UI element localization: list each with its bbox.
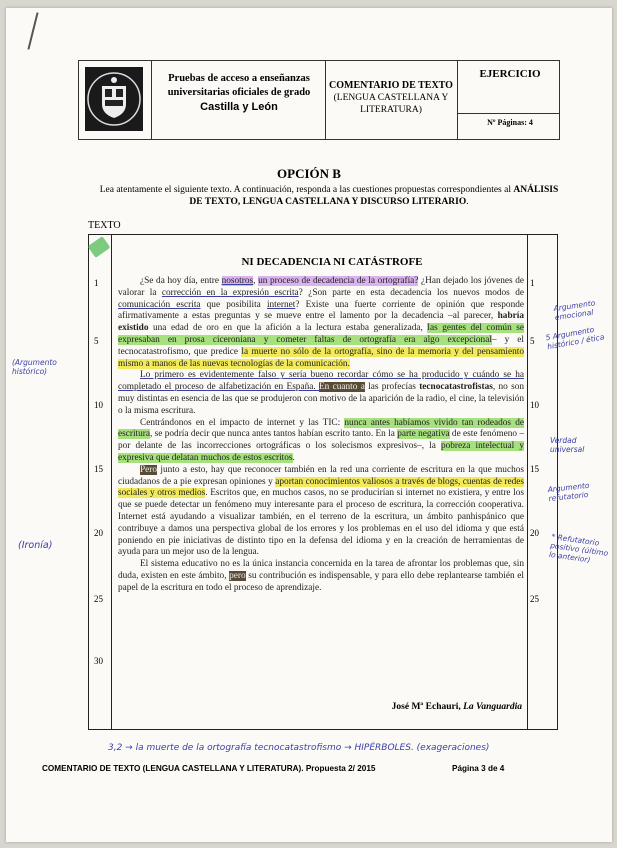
- subject-title: COMENTARIO DE TEXTO: [329, 80, 453, 91]
- annotation-bottom: 3,2 → la muerte de la ortografía tecnocatastrofismo → HIPÉRBOLES. (exageraciones): [108, 743, 490, 753]
- line-number: 15: [530, 464, 539, 474]
- text-span: , no son muy distintas en esencia de las que se produjeron con motivo de la aparición de la radio, el cine, la televisión o la misma escritura.: [118, 382, 525, 416]
- annotation-right-1: Argumento emocional: [553, 298, 596, 322]
- underlined-phrase: comunicación escrita: [118, 299, 201, 310]
- highlight-dark: En cuanto a: [319, 382, 365, 393]
- text-span: Lo primero es evidentemente falso y sería bueno recordar cómo se ha producido y cuándo se ha completado el proceso de alfabetización en España.: [118, 370, 524, 393]
- text-span: junto a esto, hay que reconocer también en la red una corriente de escritura en la que muchos ciudadanos de a pie expresan opiniones y: [118, 464, 524, 487]
- page-footer-right: Página 3 de 4: [452, 764, 505, 773]
- line-number: 25: [530, 594, 539, 604]
- highlight-dark: Pero: [140, 464, 158, 475]
- signature-author: José Mª Echauri,: [391, 702, 464, 712]
- highlight-yellow: , sino de la memoria y del pensamiento mismo a manos de las nuevas tecnologías de la comunicación.: [118, 346, 524, 369]
- text-span: las profecías: [364, 382, 420, 393]
- highlight-green: pobreza intelectual y expresiva que delatan muchos de estos escritos: [118, 441, 525, 463]
- page-footer-left: COMENTARIO DE TEXTO (LENGUA CASTELLANA Y LITERATURA). Propuesta 2/ 2015: [42, 764, 376, 773]
- header-divider: [457, 113, 559, 114]
- header-divider: [325, 61, 326, 139]
- margin-rule-left: [111, 235, 112, 729]
- text-span: ? ¿Son parte en esta decadencia los nuevos modos de: [298, 287, 524, 298]
- text-span: que posibilita: [200, 299, 267, 310]
- line-number: 30: [94, 656, 103, 666]
- line-number: 1: [530, 278, 535, 288]
- annotation-right-2: 5 Argumento histórico / ética: [544, 324, 605, 352]
- underlined-phrase: internet: [266, 299, 296, 310]
- text-span: ? Existe una fuerte corriente de opinión que responde afirmativamente a estas preguntas y se mueve entre el lamento por la decadencia –al parecer,: [118, 299, 524, 322]
- exercise-label: EJERCICIO: [479, 68, 541, 80]
- text-title: NI DECADENCIA NI CATÁSTROFE: [241, 256, 423, 268]
- text-span: Centrándonos en el impacto de internet y las TIC:: [140, 417, 345, 428]
- line-number: 10: [94, 400, 103, 410]
- text-label: TEXTO: [88, 220, 121, 231]
- line-number: 20: [94, 528, 103, 538]
- institution-name: [154, 72, 324, 114]
- paragraph-4: [118, 465, 524, 559]
- paragraph-1: [118, 276, 524, 370]
- highlight-dark: pero: [229, 570, 246, 581]
- underlined-phrase: corrección en la expresión escrita: [161, 287, 299, 298]
- paragraph-5: [118, 559, 524, 594]
- line-number: 5: [530, 336, 535, 346]
- paragraph-2: [118, 370, 524, 417]
- highlight-purple: nosotros: [221, 276, 254, 286]
- highlight-green: nunca antes habíamos vivido tan rodeados de escritura: [118, 417, 524, 440]
- option-title: OPCIÓN B: [277, 166, 341, 181]
- pen-mark: [27, 12, 38, 49]
- text-span: – y el tecnocatastrofismo, que predice: [118, 334, 524, 357]
- institution-line-2: universitarias oficiales de grado: [167, 87, 311, 98]
- text-body: [118, 276, 524, 595]
- line-number: 5: [94, 336, 99, 346]
- text-span: ,: [253, 276, 259, 286]
- signature: [336, 702, 522, 712]
- header-divider: [457, 61, 458, 139]
- margin-rule-right: [527, 235, 528, 729]
- text-span: , se podría decir que nunca antes tantos habían escrito tanto. En la: [150, 429, 398, 440]
- line-number: 15: [94, 464, 103, 474]
- annotation-left-1: (Argumento histórico): [12, 358, 57, 376]
- paragraph-3: [118, 418, 524, 465]
- text-span: de este fenómeno –por delante de las incorrecciones ortográficas o los solecismos expresivos–, la: [118, 429, 524, 452]
- annotation-right-4: Argumento refutatorio: [547, 480, 590, 504]
- highlight-green: parte negativa: [397, 429, 450, 440]
- highlight-purple: un proceso de decadencia de la ortografía?: [258, 276, 419, 286]
- text-span: ¿Han dejado los jóvenes de valorar la: [118, 276, 524, 298]
- header-divider: [151, 61, 152, 139]
- text-span: ¿Se da hoy día, entre: [140, 276, 222, 286]
- line-number: 10: [530, 400, 539, 410]
- subject-block: [328, 80, 454, 116]
- institution-region: Castilla y León: [200, 101, 278, 113]
- highlight-green: las gentes del común se expresaban en prosa ciceroniana y cometer faltas de ortografía era algo excepcional: [118, 323, 525, 345]
- line-number: 1: [94, 278, 99, 288]
- line-number: 20: [530, 528, 539, 538]
- bold-phrase: tecnocatastrofistas: [419, 382, 493, 393]
- text-span: . Escritos que, en muchos casos, no se producirían si internet no existiera, y entre los que se puede detectar un fenómeno muy interesante para el proceso de escritura, la corrección cooperativa. Internet está ayudando a visualizar también, en el terreno de la escritura, un ámbito panhispánico que contribuye a damos una perspectiva global de los errores y los problemas en el uso del idioma y que está poniendo en pie iniciativas de distinto tipo en la defensa del idioma y en la creación de herramientas de ayuda para un mejor uso de la lengua.: [118, 488, 524, 558]
- instructions-text: Lea atentamente el siguiente texto. A continuación, responda a las cuestiones propuestas correspondientes al: [99, 185, 514, 195]
- instructions-end: .: [466, 197, 469, 207]
- highlight-yellow: la muerte no sólo de la ortografía: [241, 346, 372, 357]
- text-span: su contribución es indispensable, y para ello debe replantearse también el papel de la escritura en todo el proceso de aprendizaje.: [118, 570, 524, 593]
- annotation-right-3: Verdad universal: [550, 436, 585, 454]
- annotation-right-5: * Refutatorio positivo (último lo anterior): [548, 531, 609, 565]
- pages-count: Nº Páginas: 4: [487, 118, 533, 127]
- text-span: una edad de oro en que la afición a la lectura estaba generalizada,: [148, 323, 428, 334]
- highlight-yellow: aportan conocimientos valiosos a través de blogs, cuentas de redes sociales y otros medios: [118, 476, 524, 499]
- text-span: .: [292, 452, 295, 463]
- signature-source: La Vanguardia: [463, 702, 522, 712]
- line-number: 25: [94, 594, 103, 604]
- exam-page: [6, 8, 612, 842]
- instructions-bold: ANÁLISIS DE TEXTO, LENGUA CASTELLANA Y DISCURSO LITERARIO: [189, 185, 559, 207]
- university-crest-logo: [84, 66, 144, 132]
- instructions: [98, 184, 560, 208]
- annotation-left-2: (Ironía): [18, 540, 53, 551]
- institution-line-1: Pruebas de acceso a enseñanzas: [168, 73, 310, 84]
- bold-phrase: habría existido: [118, 311, 524, 334]
- subject-detail: (LENGUA CASTELLANA Y LITERATURA): [333, 93, 449, 115]
- text-span: El sistema educativo no es la única instancia concernida en la tarea de afrontar los problemas que, sin duda, existen en este ámbito,: [118, 559, 524, 581]
